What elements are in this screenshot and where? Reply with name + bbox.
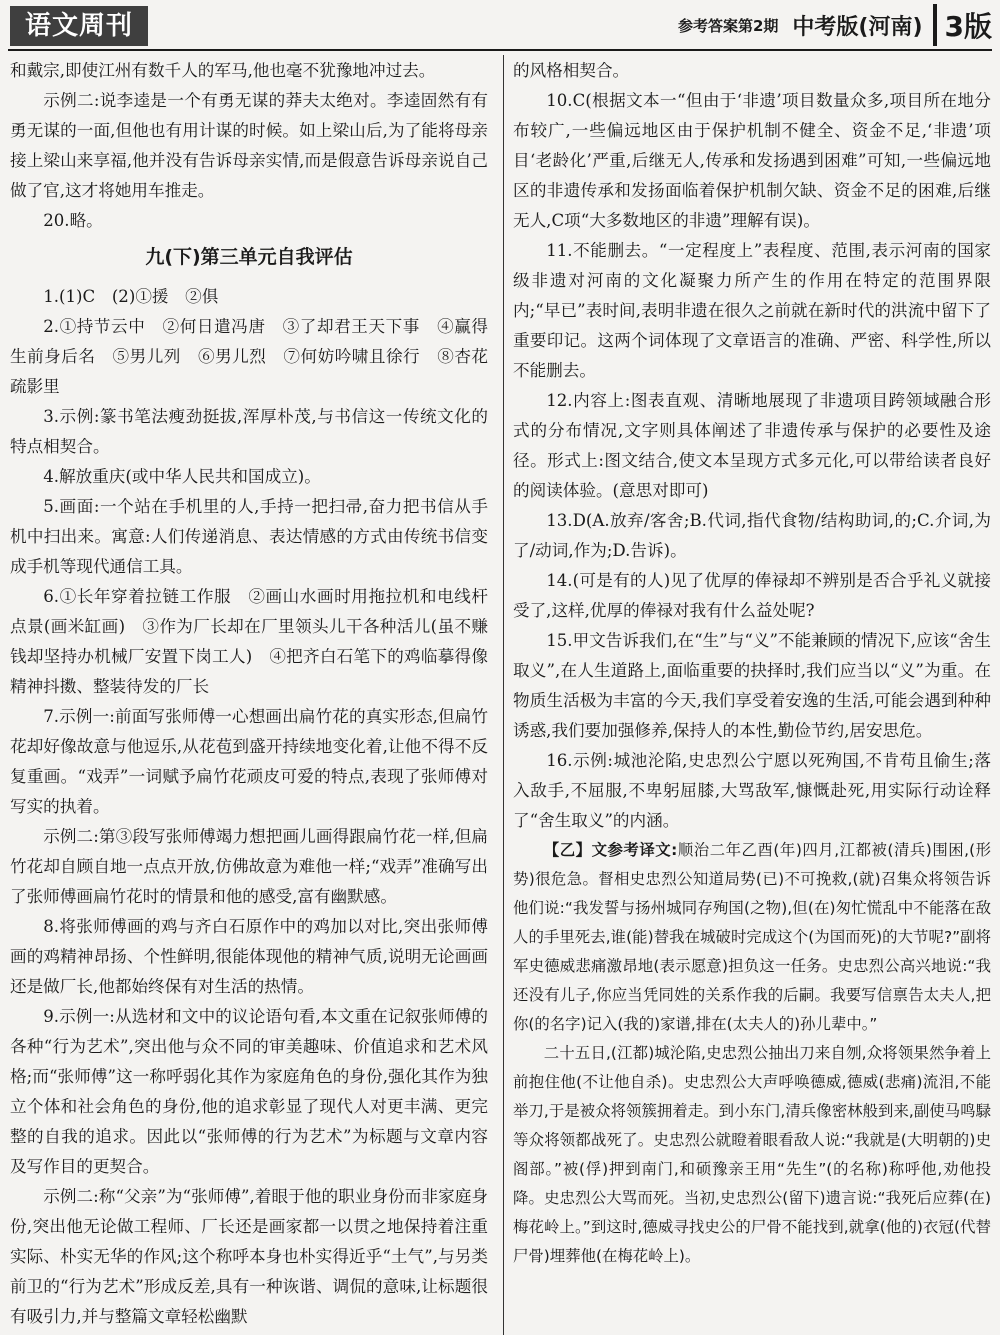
answer-paragraph: 示例二:说李逵是一个有勇无谋的莽夫太绝对。李逵固然有有勇无谋的一面,但他也有用计谋的时候。如上梁山后,为了能将母亲接上梁山来享福,他并没有告诉母亲实情,而是假意告诉母亲说自己做了官,这才将她用车推走。: [10, 91, 488, 200]
answer-item: 示例二:第③段写张师傅竭力想把画儿画得跟扁竹花一样,但扁竹花却自顾自地一点点开放,仿佛故意为难他一样;“戏弄”准确写出了张师傅画扁竹花时的情景和他的感受,富有幽默感。: [10, 827, 488, 906]
answer-item: 5.画面:一个站在手机里的人,手持一把扫帚,奋力把书信从手机中扫出来。寓意:人们传递消息、表达情感的方式由传统书信变成手机等现代通信工具。: [10, 497, 488, 576]
answer-paragraph: 20.略。: [43, 211, 103, 230]
answer-item: 13.D(A.放弃/客舍;B.代词,指代食物/结构助词,的;C.介词,为了/动词,作为;D.告诉)。: [513, 511, 991, 560]
header-meta: [678, 4, 992, 46]
answer-item: 6.①长年穿着拉链工作服 ②画山水画时用拖拉机和电线杆点景(画米缸画) ③作为厂长却在厂里领头儿干各种活儿(虽不赚钱却坚持办机械厂安置下岗工人) ④把齐白石笔下的鸡临摹得像精神抖擞、整装待发的厂长: [10, 587, 488, 696]
answer-item: 11.不能删去。“一定程度上”表程度、范围,表示河南的国家级非遗对河南的文化凝聚力所产生的作用在特定的范围界限内;“早已”表时间,表明非遗在很久之前就在新时代的洪流中留下了重要印记。这两个词体现了文章语言的准确、严密、科学性,所以不能删去。: [513, 241, 991, 380]
page-number: 3版: [944, 10, 992, 43]
header-divider: [933, 4, 937, 46]
answer-item: 1.(1)C (2)①援 ②俱: [43, 287, 219, 306]
answer-paragraph: 的风格相契合。: [513, 61, 630, 80]
answer-item: 12.内容上:图表直观、清晰地展现了非遗项目跨领域融合形式的分布情况,文字则具体阐述了非遗传承与保护的必要性及途径。形式上:图文结合,使文本呈现方式多元化,可以带给读者良好的阅读体验。(意思对即可): [513, 391, 991, 500]
page-header: [0, 0, 1000, 50]
right-column: [513, 56, 991, 1335]
header-rule: [8, 49, 992, 51]
answer-item: 14.(可是有的人)见了优厚的俸禄却不辨别是否合乎礼义就接受了,这样,优厚的俸禄对我有什么益处呢?: [513, 571, 991, 620]
translation-label: 【乙】文参考译文:: [543, 841, 678, 859]
newspaper-brand: 语文周刊: [10, 6, 148, 46]
left-column: [10, 56, 488, 1335]
answer-item: 10.C(根据文本一“但由于‘非遗’项目数量众多,项目所在地分布较广,一些偏远地区由于保护机制不健全、资金不足,‘非遗’项目‘老龄化’严重,后继无人,传承和发扬遇到困难”可知,一些偏远地区的非遗传承和发扬面临着保护机制欠缺、资金不足的困难,后继无人,C项“大多数地区的非遗”理解有误)。: [513, 91, 991, 230]
answer-item: 7.示例一:前面写张师傅一心想画出扁竹花的真实形态,但扁竹花却好像故意与他逗乐,从花苞到盛开持续地变化着,让他不得不反复重画。“戏弄”一词赋予扁竹花顽皮可爱的特点,表现了张师傅对写实的执着。: [10, 707, 488, 816]
answer-item: 3.示例:篆书笔法瘦劲挺拔,浑厚朴茂,与书信这一传统文化的特点相契合。: [10, 407, 488, 456]
translation-paragraph: [513, 836, 991, 1039]
translation-text: 顺治二年乙酉(年)四月,江都被(清兵)围困,(形势)很危急。督相史忠烈公知道局势(已)不可挽救,(就)召集众将领告诉他们说:“我发誓与扬州城同存殉国(之物),但(在)匆忙慌乱中不能落在敌人的手里死去,谁(能)替我在城破时完成这个(为国而死)的大节呢?”副将军史德威悲痛激昂地(表示愿意)担负这一任务。史忠烈公高兴地说:“我还没有儿子,你应当凭同姓的关系作我的后嗣。我要写信禀告太夫人,把你(的名字)记入(我的)家谱,排在(太夫人的)孙儿辈中。”: [513, 841, 991, 1033]
section-heading: 九(下)第三单元自我评估: [145, 246, 353, 268]
column-divider: [503, 55, 504, 1335]
answer-item: 16.示例:城池沦陷,史忠烈公宁愿以死殉国,不肯苟且偷生;落入敌手,不屈服,不卑躬屈膝,大骂敌军,慷慨赴死,用实际行动诠释了“舍生取义”的内涵。: [513, 751, 991, 830]
answer-item: 15.甲文告诉我们,在“生”与“义”不能兼顾的情况下,应该“舍生取义”,在人生道路上,面临重要的抉择时,我们应当以“义”为重。在物质生活极为丰富的今天,我们享受着安逸的生活,可能会遇到种种诱惑,我们要加强修养,保持人的本性,勤俭节约,居安思危。: [513, 631, 991, 740]
answer-item: 示例二:称“父亲”为“张师傅”,着眼于他的职业身份而非家庭身份,突出他无论做工程师、厂长还是画家都一以贯之地保持着注重实际、朴实无华的作风;这个称呼本身也朴实得近乎“土气”,与另类前卫的“行为艺术”形成反差,具有一种诙谐、调侃的意味,让标题很有吸引力,并与整篇文章轻松幽默: [10, 1187, 488, 1326]
answer-item: 2.①持节云中 ②何日遣冯唐 ③了却君王天下事 ④赢得生前身后名 ⑤男儿列 ⑥男儿烈 ⑦何妨吟啸且徐行 ⑧杏花疏影里: [10, 317, 488, 396]
answer-item: 4.解放重庆(或中华人民共和国成立)。: [43, 467, 321, 486]
translation-paragraph: 二十五日,(江都)城沦陷,史忠烈公抽出刀来自刎,众将领果然争着上前抱住他(不让他自杀)。史忠烈公大声呼唤德威,德威(悲痛)流泪,不能举刀,于是被众将领簇拥着走。到小东门,清兵像密林般到来,副使马鸣騄等众将领都战死了。史忠烈公就瞪着眼看敌人说:“我就是(大明朝的)史阁部。”被(俘)押到南门,和硕豫亲王用“先生”(的名称)称呼他,劝他投降。史忠烈公大骂而死。当初,史忠烈公(留下)遗言说:“我死后应葬(在)梅花岭上。”到这时,德威寻找史公的尸骨不能找到,就拿(他的)衣冠(代替尸骨)埋葬他(在梅花岭上)。: [513, 1044, 991, 1265]
answer-paragraph: 和戴宗,即使江州有数千人的军马,他也毫不犹豫地冲过去。: [10, 61, 436, 80]
edition-label: 中考版(河南): [792, 14, 923, 40]
answer-item: 9.示例一:从选材和文中的议论语句看,本文重在记叙张师傅的各种“行为艺术”,突出他与众不同的审美趣味、价值追求和艺术风格;而“张师傅”这一称呼弱化其作为家庭角色的身份,强化其作为独立个体和社会角色的身份,他的追求彰显了现代人对更丰满、更完整的自我的追求。因此以“张师傅的行为艺术”为标题与文章内容及写作目的更契合。: [10, 1007, 488, 1176]
answer-item: 8.将张师傅画的鸡与齐白石原作中的鸡加以对比,突出张师傅画的鸡精神昂扬、个性鲜明,很能体现他的精神气质,说明无论画画还是做厂长,他都始终保有对生活的热情。: [10, 917, 488, 996]
issue-label: 参考答案第2期: [677, 16, 779, 35]
